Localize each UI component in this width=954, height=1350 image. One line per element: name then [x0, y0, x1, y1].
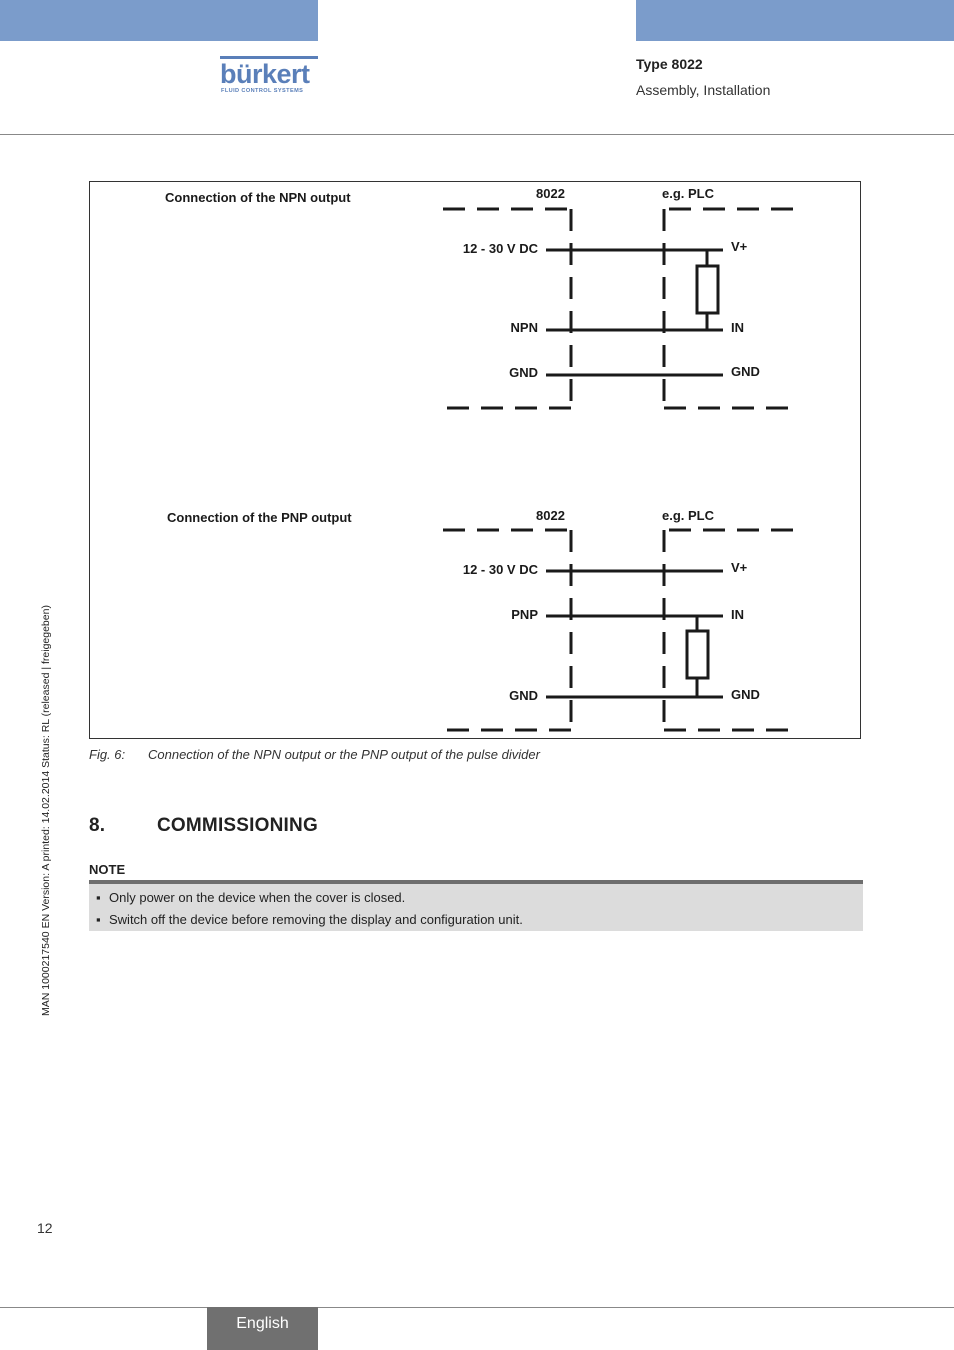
note-item	[96, 911, 863, 933]
npn-circuit	[165, 186, 793, 408]
note-item-text: Only power on the device when the cover is closed.	[109, 890, 406, 905]
logo-wordmark: bürkert	[220, 59, 310, 89]
section-heading	[89, 815, 318, 837]
npn-label-vplus: V+	[731, 239, 748, 254]
figure-caption-text: Connection of the NPN output or the PNP output of the pulse divider	[148, 747, 540, 762]
pnp-circuit	[167, 508, 793, 730]
pnp-title: Connection of the PNP output	[167, 510, 352, 525]
pnp-label-in: IN	[731, 607, 744, 622]
section-title: COMMISSIONING	[157, 815, 318, 836]
header-divider	[0, 134, 954, 135]
bullet-icon: ▪	[96, 890, 101, 905]
document-type: Type 8022	[636, 56, 703, 72]
document-side-info: MAN 1000217540 EN Version: A printed: 14.02.2014 Status: RL (released | freigegeben)	[40, 605, 52, 1016]
page-number: 12	[37, 1220, 53, 1236]
npn-label-in: IN	[731, 320, 744, 335]
burkert-logo	[220, 56, 320, 96]
wiring-diagram	[90, 182, 860, 738]
figure-caption-number: Fig. 6:	[89, 747, 126, 762]
bullet-icon: ▪	[96, 912, 101, 927]
note-label: NOTE	[89, 862, 126, 877]
note-item	[96, 889, 863, 911]
header-color-bar-left	[0, 0, 318, 41]
logo-subtext: FLUID CONTROL SYSTEMS	[221, 88, 304, 94]
pnp-device-label: 8022	[536, 508, 565, 523]
pnp-pulldown-resistor	[687, 631, 708, 678]
document-section: Assembly, Installation	[636, 82, 771, 98]
npn-label-supply: 12 - 30 V DC	[462, 241, 538, 256]
note-list	[89, 884, 863, 933]
footer-divider	[0, 1307, 954, 1308]
npn-label-plc-gnd: GND	[731, 364, 760, 379]
figure-caption	[89, 747, 540, 762]
pnp-label-supply: 12 - 30 V DC	[462, 562, 538, 577]
pnp-label-vplus: V+	[731, 560, 748, 575]
npn-pullup-resistor	[697, 266, 718, 313]
note-box	[89, 884, 863, 931]
npn-plc-label: e.g. PLC	[662, 186, 715, 201]
npn-device-label: 8022	[536, 186, 565, 201]
pnp-label-signal: PNP	[511, 607, 538, 622]
header-color-bar-right	[636, 0, 954, 41]
pnp-label-gnd: GND	[509, 688, 538, 703]
pnp-plc-label: e.g. PLC	[662, 508, 715, 523]
npn-label-gnd: GND	[509, 365, 538, 380]
wiring-diagram-figure	[89, 181, 861, 739]
npn-title: Connection of the NPN output	[165, 190, 351, 205]
pnp-label-plc-gnd: GND	[731, 687, 760, 702]
section-number: 8.	[89, 815, 106, 836]
npn-label-signal: NPN	[510, 320, 538, 335]
language-tab: English	[207, 1307, 318, 1350]
note-item-text: Switch off the device before removing the display and configuration unit.	[109, 912, 523, 927]
